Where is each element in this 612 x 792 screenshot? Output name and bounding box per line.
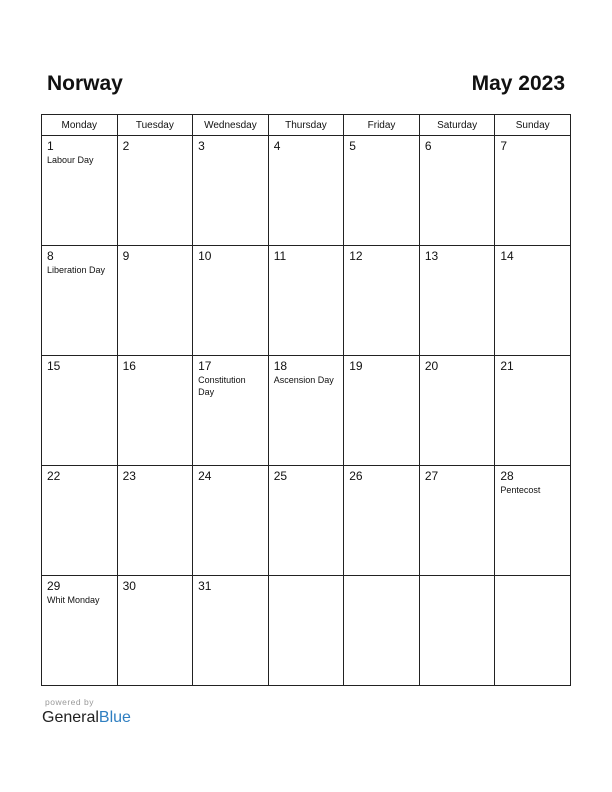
day-number: 26	[349, 469, 363, 483]
day-cell	[193, 246, 269, 356]
day-cell	[42, 136, 118, 246]
weekday-header: Wednesday	[193, 115, 269, 136]
day-number: 2	[122, 139, 130, 153]
day-cell	[268, 246, 344, 356]
calendar-grid	[41, 114, 571, 686]
day-number: 20	[424, 359, 439, 373]
day-cell	[42, 356, 118, 466]
day-cell	[117, 356, 193, 466]
day-number: 14	[500, 249, 514, 263]
day-cell	[344, 466, 420, 576]
day-cell	[344, 576, 420, 686]
day-cell	[419, 356, 495, 466]
weekday-header: Thursday	[268, 115, 344, 136]
day-number: 29	[47, 579, 61, 593]
brand-text-general: General	[42, 709, 99, 726]
holiday-label: Constitution Day	[198, 375, 246, 397]
week-row	[42, 246, 571, 356]
day-cell	[42, 466, 118, 576]
day-cell	[495, 356, 571, 466]
powered-by-text: powered by	[45, 697, 94, 707]
brand-text-blue: Blue	[98, 709, 131, 726]
day-cell	[495, 576, 571, 686]
day-cell	[419, 576, 495, 686]
generalblue-logo[interactable]	[42, 709, 131, 727]
day-cell	[193, 356, 269, 466]
day-number: 22	[47, 469, 61, 483]
day-number: 24	[198, 469, 212, 483]
day-number: 31	[198, 579, 212, 593]
day-cell	[42, 576, 118, 686]
day-cell	[495, 246, 571, 356]
day-cell	[495, 466, 571, 576]
day-number: 23	[122, 469, 136, 483]
month-year-title: May 2023	[471, 72, 565, 95]
day-cell	[193, 136, 269, 246]
day-cell	[268, 576, 344, 686]
weekday-header: Saturday	[419, 115, 495, 136]
day-cell	[344, 246, 420, 356]
week-row	[42, 356, 571, 466]
day-number: 28	[500, 469, 514, 483]
day-number: 19	[349, 359, 363, 373]
day-number: 17	[198, 359, 212, 373]
holiday-label: Labour Day	[47, 155, 94, 165]
holiday-label: Pentecost	[500, 485, 541, 495]
day-number: 4	[273, 139, 281, 153]
day-cell	[419, 136, 495, 246]
week-row	[42, 136, 571, 246]
day-cell	[268, 356, 344, 466]
week-row	[42, 466, 571, 576]
day-number: 10	[198, 249, 212, 263]
weekday-header: Sunday	[495, 115, 571, 136]
day-cell	[193, 466, 269, 576]
day-cell	[495, 136, 571, 246]
day-cell	[193, 576, 269, 686]
day-number: 6	[424, 139, 432, 153]
day-cell	[117, 466, 193, 576]
day-number: 9	[122, 249, 130, 263]
day-number: 13	[424, 249, 439, 263]
day-number: 21	[500, 359, 514, 373]
holiday-label: Ascension Day	[273, 375, 334, 385]
day-cell	[344, 356, 420, 466]
weekday-header-row	[42, 115, 571, 136]
holiday-label: Liberation Day	[47, 265, 106, 275]
day-cell	[117, 246, 193, 356]
day-number: 7	[500, 139, 508, 153]
day-number: 12	[349, 249, 363, 263]
weekday-header: Monday	[42, 115, 118, 136]
day-cell	[42, 246, 118, 356]
day-cell	[419, 246, 495, 356]
day-cell	[268, 466, 344, 576]
day-number: 18	[273, 359, 288, 373]
week-row	[42, 576, 571, 686]
day-number: 25	[273, 469, 288, 483]
day-cell	[419, 466, 495, 576]
day-cell	[117, 136, 193, 246]
day-number: 27	[424, 469, 439, 483]
day-number: 8	[47, 249, 54, 263]
weekday-header: Tuesday	[117, 115, 193, 136]
country-title: Norway	[47, 72, 123, 95]
day-cell	[344, 136, 420, 246]
day-number: 5	[349, 139, 356, 153]
day-number: 16	[122, 359, 136, 373]
day-number: 3	[198, 139, 205, 153]
day-number: 1	[47, 139, 54, 153]
day-cell	[268, 136, 344, 246]
day-number: 15	[47, 359, 61, 373]
day-cell	[117, 576, 193, 686]
day-number: 30	[122, 579, 136, 593]
weekday-header: Friday	[344, 115, 420, 136]
holiday-label: Whit Monday	[47, 595, 100, 605]
day-number: 11	[273, 249, 287, 263]
